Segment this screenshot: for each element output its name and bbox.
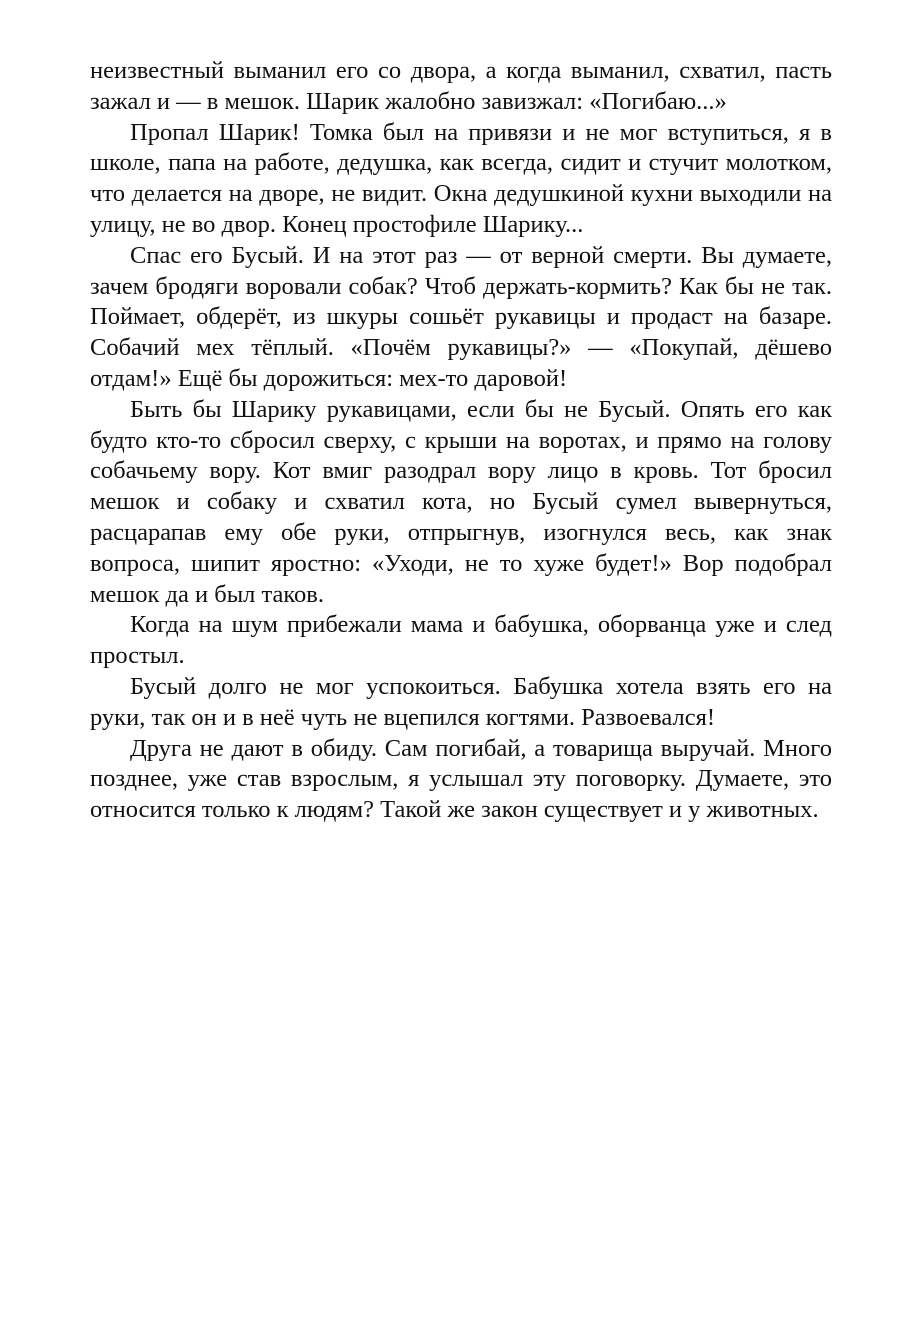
paragraph-2: Пропал Шарик! Томка был на привязи и не мог вступиться, я в школе, папа на работе, дедушка, как всегда, сидит и стучит молотком, что делается на дворе, не видит. Окна дедушкиной кухни выходили на улицу, не во двор. Конец простофиле Шарику... bbox=[90, 118, 832, 238]
paragraph-5: Когда на шум прибежали мама и бабушка, оборванца уже и след простыл. bbox=[90, 611, 832, 670]
paragraph-7: Друга не дают в обиду. Сам погибай, а товарища выручай. Много позднее, уже став взрослым, я услышал эту поговорку. Думаете, это относится только к людям? Такой же закон существует и у животных. bbox=[90, 734, 832, 824]
paragraph-3: Спас его Бусый. И на этот раз — от верной смерти. Вы думаете, зачем бродяги воровали собак? Чтоб держать-кормить? Как бы не так. Поймает, обдерёт, из шкуры сошьёт рукавицы и продаст на базаре. Собачий мех тёплый. «Почём рукавицы?» — «Покупай, дёшево отдам!» Ещё бы дорожиться: мех-то даровой! bbox=[90, 241, 832, 392]
paragraph-1: неизвестный выманил его со двора, а когда выманил, схватил, пасть зажал и — в мешок. Шарик жалобно завизжал: «Погибаю...» bbox=[90, 57, 832, 115]
page-text bbox=[90, 56, 832, 826]
paragraph-4: Быть бы Шарику рукавицами, если бы не Бусый. Опять его как будто кто-то сбросил сверху, с крыши на воротах, и прямо на голову собачьему вору. Кот вмиг разодрал вору лицо в кровь. Тот бросил мешок и собаку и схватил кота, но Бусый сумел вывернуться, расцарапав ему обе руки, отпрыгнув, изогнулся весь, как знак вопроса, шипит яростно: «Уходи, не то хуже будет!» Вор подобрал мешок да и был таков. bbox=[90, 395, 832, 608]
paragraph-6: Бусый долго не мог успокоиться. Бабушка хотела взять его на руки, так он и в неё чуть не вцепился когтями. Развоевался! bbox=[90, 672, 832, 731]
